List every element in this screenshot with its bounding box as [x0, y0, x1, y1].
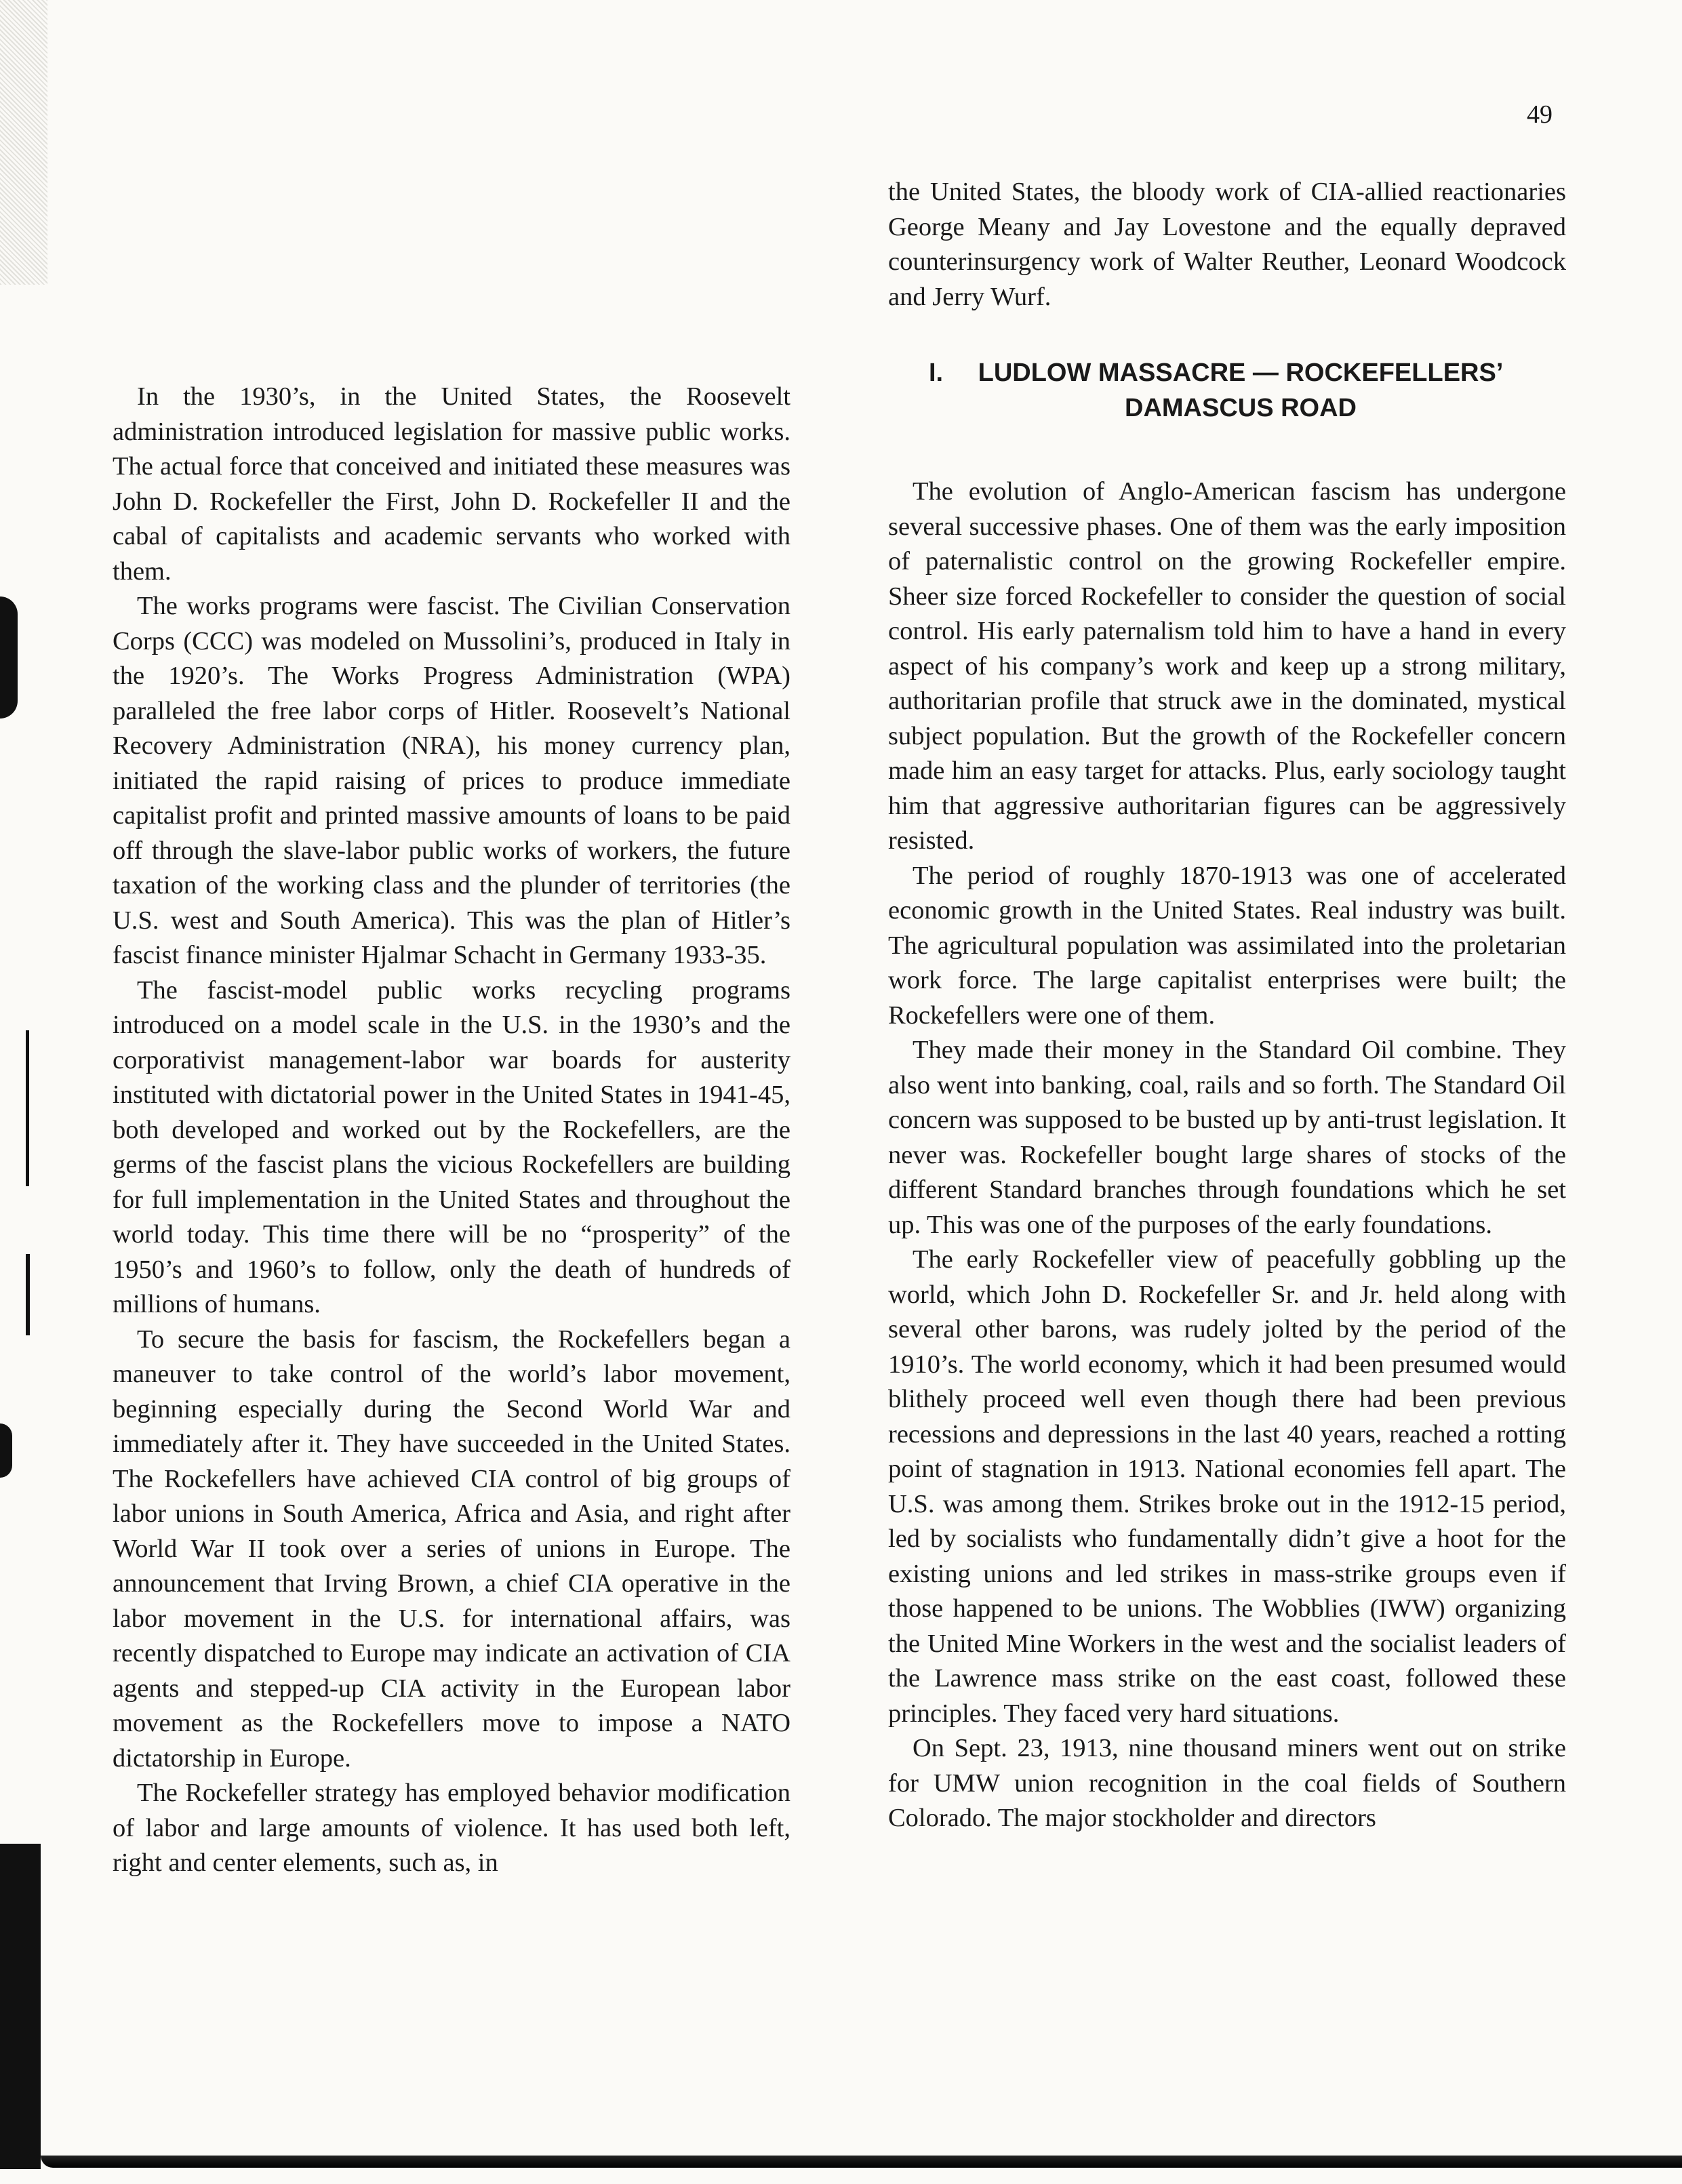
section-title: DAMASCUS ROAD — [1125, 394, 1357, 422]
paragraph: The fascist-model public works recycling programs introduced on a model scale in the U.S. in the 1930’s and the corporativist management-labor war boards for austerity instituted with dictatorial power in the United States in 1941-45, both developed and worked out by the Rockefellers, are the germs of the fascist plans the vicious Rockefellers are building for full implementation in the United States and throughout the world today. This time there will be no “prosperity” of the 1950’s and 1960’s to follow, only the death of hundreds of millions of humans. — [113, 975, 790, 1318]
paragraph: To secure the basis for fascism, the Rockefellers began a maneuver to take control of the world’s labor movement, beginning especially during the Second World War and immediately after it. They have succeeded in the United States. The Rockefellers have achieved CIA control of big groups of labor unions in South America, Africa and Asia, and right after World War II took over a series of unions in Europe. The announcement that Irving Brown, a chief CIA operative in the labor movement in the U.S. for international affairs, was recently dispatched to Europe may indicate an activation of CIA agents and stepped-up CIA activity in the European labor movement as the Rockefellers move to impose a NATO dictatorship in Europe. — [113, 1324, 790, 1773]
scan-artifact — [0, 0, 47, 285]
paragraph: The works programs were fascist. The Civilian Conservation Corps (CCC) was modeled on Mussolini’s, produced in Italy in the 1920’s. The Works Progress Administration (WPA) paralleled the free labor corps of Hitler. Roosevelt’s National Recovery Administration (NRA), his money currency plan, initiated the rapid raising of prices to produce immediate capitalist profit and printed massive amounts of loans to be paid off through the slave-labor public works of workers, the future taxation of the working class and the plunder of territories (the U.S. west and South America). This was the plan of Hitler’s fascist finance minister Hjalmar Schacht in Germany 1933-35. — [113, 592, 790, 969]
page-number: 49 — [1527, 100, 1553, 129]
section-heading — [888, 355, 1566, 426]
paragraph: The Rockefeller strategy has employed behavior modification of labor and large amounts of violence. It has used both left, right and center elements, such as, in — [113, 1779, 790, 1877]
section-heading-line — [915, 390, 1566, 426]
section-heading-line — [915, 355, 1566, 390]
paragraph: In the 1930’s, in the United States, the Roosevelt administration introduced legislation for massive public works. The actual force that conceived and initiated these measures was John D. Rockefeller the First, John D. Rockefeller II and the cabal of capitalists and academic servants who worked with them. — [113, 382, 790, 586]
left-column — [113, 380, 790, 1881]
binding-shadow — [0, 1423, 12, 1478]
binding-shadow — [0, 1844, 41, 2169]
bottom-rule — [41, 2156, 1682, 2168]
paragraph: They made their money in the Standard Oil combine. They also went into banking, coal, rails and so forth. The Standard Oil concern was supposed to be busted up by anti-trust legislation. It never was. Rockefeller bought large shares of stocks of the different Standard branches through foundations which he set up. This was one of the purposes of the early foundations. — [888, 1036, 1566, 1239]
paragraph-continuation: the United States, the bloody work of CIA-allied reactionaries George Meany and Jay Lovestone and the equally depraved counterinsurgency work of Walter Reuther, Leonard Woodcock and Jerry Wurf. — [888, 178, 1566, 311]
paragraph: On Sept. 23, 1913, nine thousand miners went out on strike for UMW union recognition in the coal fields of Southern Colorado. The major stockholder and directors — [888, 1734, 1566, 1832]
paragraph: The early Rockefeller view of peacefully gobbling up the world, which John D. Rockefeller Sr. and Jr. held along with several other barons, was rudely jolted by the period of the 1910’s. The world economy, which it had been presumed would blithely proceed well even though there had been previous recessions and depressions in the last 40 years, reached a rotting point of stagnation in 1913. National economies fell apart. The U.S. was among them. Strikes broke out in the 1912-15 period, led by socialists who fundamentally didn’t give a hoot for the existing unions and led strikes in mass-strike groups even if those happened to be unions. The Wobblies (IWW) organizing the United Mine Workers in the west and the socialist leaders of the Lawrence mass strike on the east coast, followed these principles. They faced very hard situations. — [888, 1245, 1566, 1728]
binding-shadow — [26, 1254, 30, 1335]
paragraph: The period of roughly 1870-1913 was one of accelerated economic growth in the United States. Real industry was built. The agricultural population was assimilated into the proletarian work force. The large capitalist enterprises were built; the Rockefellers were one of them. — [888, 861, 1566, 1030]
binding-shadow — [26, 1030, 29, 1186]
section-number: I. — [929, 359, 944, 387]
paragraph: The evolution of Anglo-American fascism has undergone several successive phases. One of them was the early imposition of paternalistic control on the growing Rockefeller empire. Sheer size forced Rockefeller to consider the question of social control. His early paternalism told him to have a hand in every aspect of his company’s work and keep up a strong military, authoritarian profile that struck awe in the dominated, mystical subject population. But the growth of the Rockefeller concern made him an easy target for attacks. Plus, early sociology taught him that aggressive authoritarian figures can be aggressively resisted. — [888, 477, 1566, 855]
section-title: LUDLOW MASSACRE — ROCKEFELLERS’ — [978, 359, 1504, 387]
right-column — [888, 175, 1566, 1836]
binding-shadow — [0, 596, 18, 719]
